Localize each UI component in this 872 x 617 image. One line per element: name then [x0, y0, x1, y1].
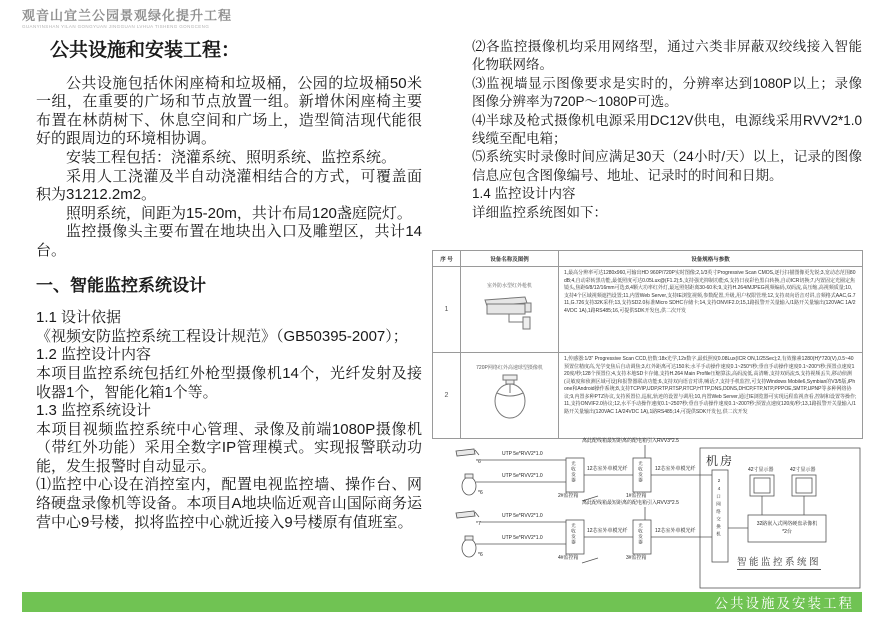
- section-title: 公共设施和安装工程：: [50, 40, 241, 61]
- paragraph: 1.4 监控设计内容: [472, 186, 576, 202]
- fiber-label: 12芯室外单模光纤: [587, 466, 628, 472]
- device-name: 室外防水型红外枪机: [486, 282, 532, 289]
- table-row: [433, 267, 863, 353]
- subsection-heading: 一、智能监控系统设计: [36, 275, 206, 295]
- paragraph: 监控摄像头主要布置在地块出入口及雕塑区，共计14台。: [36, 223, 422, 259]
- logo-title: 观音山宜兰公园景观绿化提升工程: [22, 8, 233, 23]
- paragraph: ⑷半球及枪式摄像机电源采用DC12V供电，电源线采用RVV2*1.0线缆至配电箱；: [472, 112, 862, 147]
- paragraph: 1.2 监控设计内容: [36, 346, 152, 364]
- paragraph: 安装工程包括：浇灌系统、照明系统、监控系统。: [66, 148, 397, 166]
- diagram-lines: [432, 438, 862, 595]
- column-header-name: 设备名称及图例: [461, 251, 559, 267]
- device-cell: [461, 267, 559, 353]
- cabinet-label: 4#监控箱: [558, 555, 579, 561]
- table-header-row: [433, 251, 863, 267]
- network-switch-box: 24口网络交换机: [716, 478, 722, 539]
- optical-transceiver-box: 光收发器: [638, 461, 644, 483]
- paragraph: 1.1 设计依据: [36, 309, 122, 327]
- monitor-label: 42寸显示器: [748, 467, 774, 473]
- device-specs: 1,最高分辨率可达1280x960,可输出HD 960P/720P实时图像;2,1/3英寸Progressive Scan CMOS,逐行扫描图像更先锐;3,宽动态范围80dB;4,自动彩转黑功能,最低照度可达0.05Lux@(F1.2);5,支持强光抑制功能;6,支持日夜彩色黑白转换,自动ICR切换;7,内置固定光圈定焦镜头,焦距6/8/12/16mm可选;8,4颗大功率红外灯,最远照射距离30-60米;9,支持H.264/MJPEG视频编码,双码流,高压缩,高视频质量;10,支持4个区域视频遮挡设置;11,内置Web Server,支持IE浏览视频,参数配置,升级,用户权限管理;12,支持双向语音对讲,音频格式AAC,G.711,G.726支持32K采样;13,支持SD2.0标准Micro SDHC存储卡;14,支持ONVIF2.0;15,1路报警开关量输入/1路开关量输出(120VAC 1A/24VDC 1A),1路RS485;16,可提供SDK开发包,供二次开发: [559, 267, 863, 353]
- footer-section-label: 公共设施及安装工程: [714, 596, 854, 611]
- dome-camera-count: *6: [478, 552, 483, 558]
- device-specs: 1,传感器:1/3" Progressive Scan CCD,倍数:18x光学,12x数字,最低照度0.08Lux(ICR ON,1/25Sec);2,有效像素1280(H)*720(V),0.5~40预置位精度高,光学变焦后自动调焦;3,红外距离可达150米;水平手动操作速度0.1~250°/秒;垂直手动操作速度0.1~200°/秒;预置点速度120度/秒;128个预置位;4,支持本地SD卡存储,支持H.264 Main Profile压缩算法,高码流低,高清晰,支持双码流;5,支持视频丢失,移动侦测(灵敏度和侦测区域可设)和报警器联动功能;6,支持双向语音对讲,喊话;7,支持手机监控,可支持Windows Mobile6,Symbian的V3/5版,iPhone和Android操作系统;8,支持TCP/IP,UDP,RTP,RTSP,RTCP,HTTP,DNS,DDNS,DHCP,FTP,NTP,PPPOE,SMTP,UPNP等多种网络协议;9,内置多种PTZ协议,支持预置位,巡航,轨迹的设置与调用;10,内置Web Server,通过IE浏览器可实现远程监视查看,控制和设置等操作;11,支持ONVIF2.0协议;12,水平手动操作速度0.1~250?秒;垂直手动操作速度0.1~200?秒;预置点速度120度/秒;13,1路报警开关量输入/1路开关量输出(120VAC 1A/24VDC 1A),1路RS485;14,可提供SDK开发包,供二次开发: [559, 353, 863, 439]
- paragraph: 本项目监控系统包括红外枪型摄像机14个，光纤发射及接收器1个，智能化箱1个等。: [36, 364, 422, 401]
- paragraph: 本项目视频监控系统中心管理、录像及前端1080P摄像机（带红外功能）采用全数字IP管理模式。实现报警联动功能，发生报警时自动显示。: [36, 420, 422, 475]
- paragraph: ⑴监控中心设在消控室内，配置电视监控墙、操作台、网络硬盘录像机等设备。本项目A地块临近观音山国际商务运营中心9号楼，拟将监控中心就近接入9号楼原有值班室。: [36, 476, 422, 531]
- paragraph: 采用人工浇灌及半自动浇灌相结合的方式，可覆盖面积为31212.2m2。: [36, 167, 422, 204]
- footer-bar: [22, 592, 862, 612]
- left-column: [36, 42, 422, 532]
- paragraph: ⑵各监控摄像机均采用网络型，通过六类非屏蔽双绞线接入智能化物联网络。: [472, 39, 862, 73]
- monitoring-system-diagram: [432, 438, 862, 595]
- device-name: 720P网络红外高速球型摄像机: [476, 364, 543, 371]
- bullet-camera-count: *6: [476, 459, 481, 465]
- diagram-caption: 智能监控系统图: [737, 554, 821, 570]
- monitor-label: 42寸显示器: [790, 467, 816, 473]
- machine-room-title: 机房: [706, 454, 735, 468]
- utp-cable-label: UTP 5e*RVV2*1.0: [502, 473, 543, 479]
- bullet-camera-count: *7: [476, 521, 481, 527]
- nvr-line1: 32路嵌入式网络硬盘录像机: [756, 521, 818, 527]
- paragraph: 公共设施包括休闲座椅和垃圾桶，公园的垃圾桶50米一组，在重要的广场和节点放置一组。新增休闲座椅主要布置在林荫树下、休息空间和广场上，造型简洁现代能很好的跟周边的环境相协调。: [36, 74, 422, 148]
- bullet-camera-icon: [479, 320, 541, 337]
- header-logo: [22, 5, 232, 29]
- utp-cable-label: UTP 5e*RVV2*1.0: [502, 513, 543, 519]
- column-header-specs: 设备规格与参数: [559, 251, 863, 267]
- cabinet-label: 2#监控箱: [558, 493, 579, 499]
- fiber-label: 12芯室外单模光纤: [655, 528, 696, 534]
- paragraph: 《视频安防监控系统工程设计规范》（GB50395-2007）；: [36, 327, 408, 345]
- dome-camera-count: *6: [478, 490, 483, 496]
- paragraph: 详细监控系统图如下：: [472, 204, 607, 220]
- dome-camera-icon: [484, 410, 536, 427]
- nvr-line2: *2台: [782, 529, 792, 535]
- fiber-label: 12芯室外单模光纤: [587, 528, 628, 534]
- row-number: 2: [433, 353, 461, 439]
- fiber-label: 12芯室外单模光纤: [655, 466, 696, 472]
- power-feed-label: 离此配线箱最短距离的配电箱引入RVV3*2.5: [582, 438, 679, 444]
- utp-cable-label: UTP 5e*RVV2*1.0: [502, 535, 543, 541]
- column-header-no: 序 号: [433, 251, 461, 267]
- right-column: [472, 38, 862, 222]
- power-feed-label: 离此配线箱最短距离的配电箱引入RVV3*2.5: [582, 500, 679, 506]
- table-row: [433, 353, 863, 439]
- utp-cable-label: UTP 5e*RVV2*1.0: [502, 451, 543, 457]
- paragraph: ⑸系统实时录像时间应满足30天（24小时/天）以上，记录的图像信息应包含图像编号、地址、记录时的时间和日期。: [472, 149, 862, 183]
- cabinet-label: 1#监控箱: [626, 493, 647, 499]
- device-cell: [461, 353, 559, 439]
- logo-pinyin: GUANYINSHAN YILAN GONGYUAN JINGGUAN LVHUA TISHENG GONGCENG: [22, 24, 210, 29]
- row-number: 1: [433, 267, 461, 353]
- equipment-table: [432, 250, 862, 439]
- optical-transceiver-box: 光收发器: [638, 523, 644, 545]
- nvr-box: [749, 520, 825, 536]
- paragraph: 1.3 监控系统设计: [36, 402, 152, 420]
- paragraph: 照明系统，间距为15-20m，共计布局120盏庭院灯。: [66, 204, 412, 222]
- cabinet-label: 3#监控箱: [626, 555, 647, 561]
- optical-transceiver-box: 光收发器: [571, 461, 577, 483]
- paragraph: ⑶监视墙显示图像要求是实时的，分辨率达到1080P以上；录像图像分辨率为720P～1080P可选。: [472, 75, 862, 110]
- optical-transceiver-box: 光收发器: [571, 523, 577, 545]
